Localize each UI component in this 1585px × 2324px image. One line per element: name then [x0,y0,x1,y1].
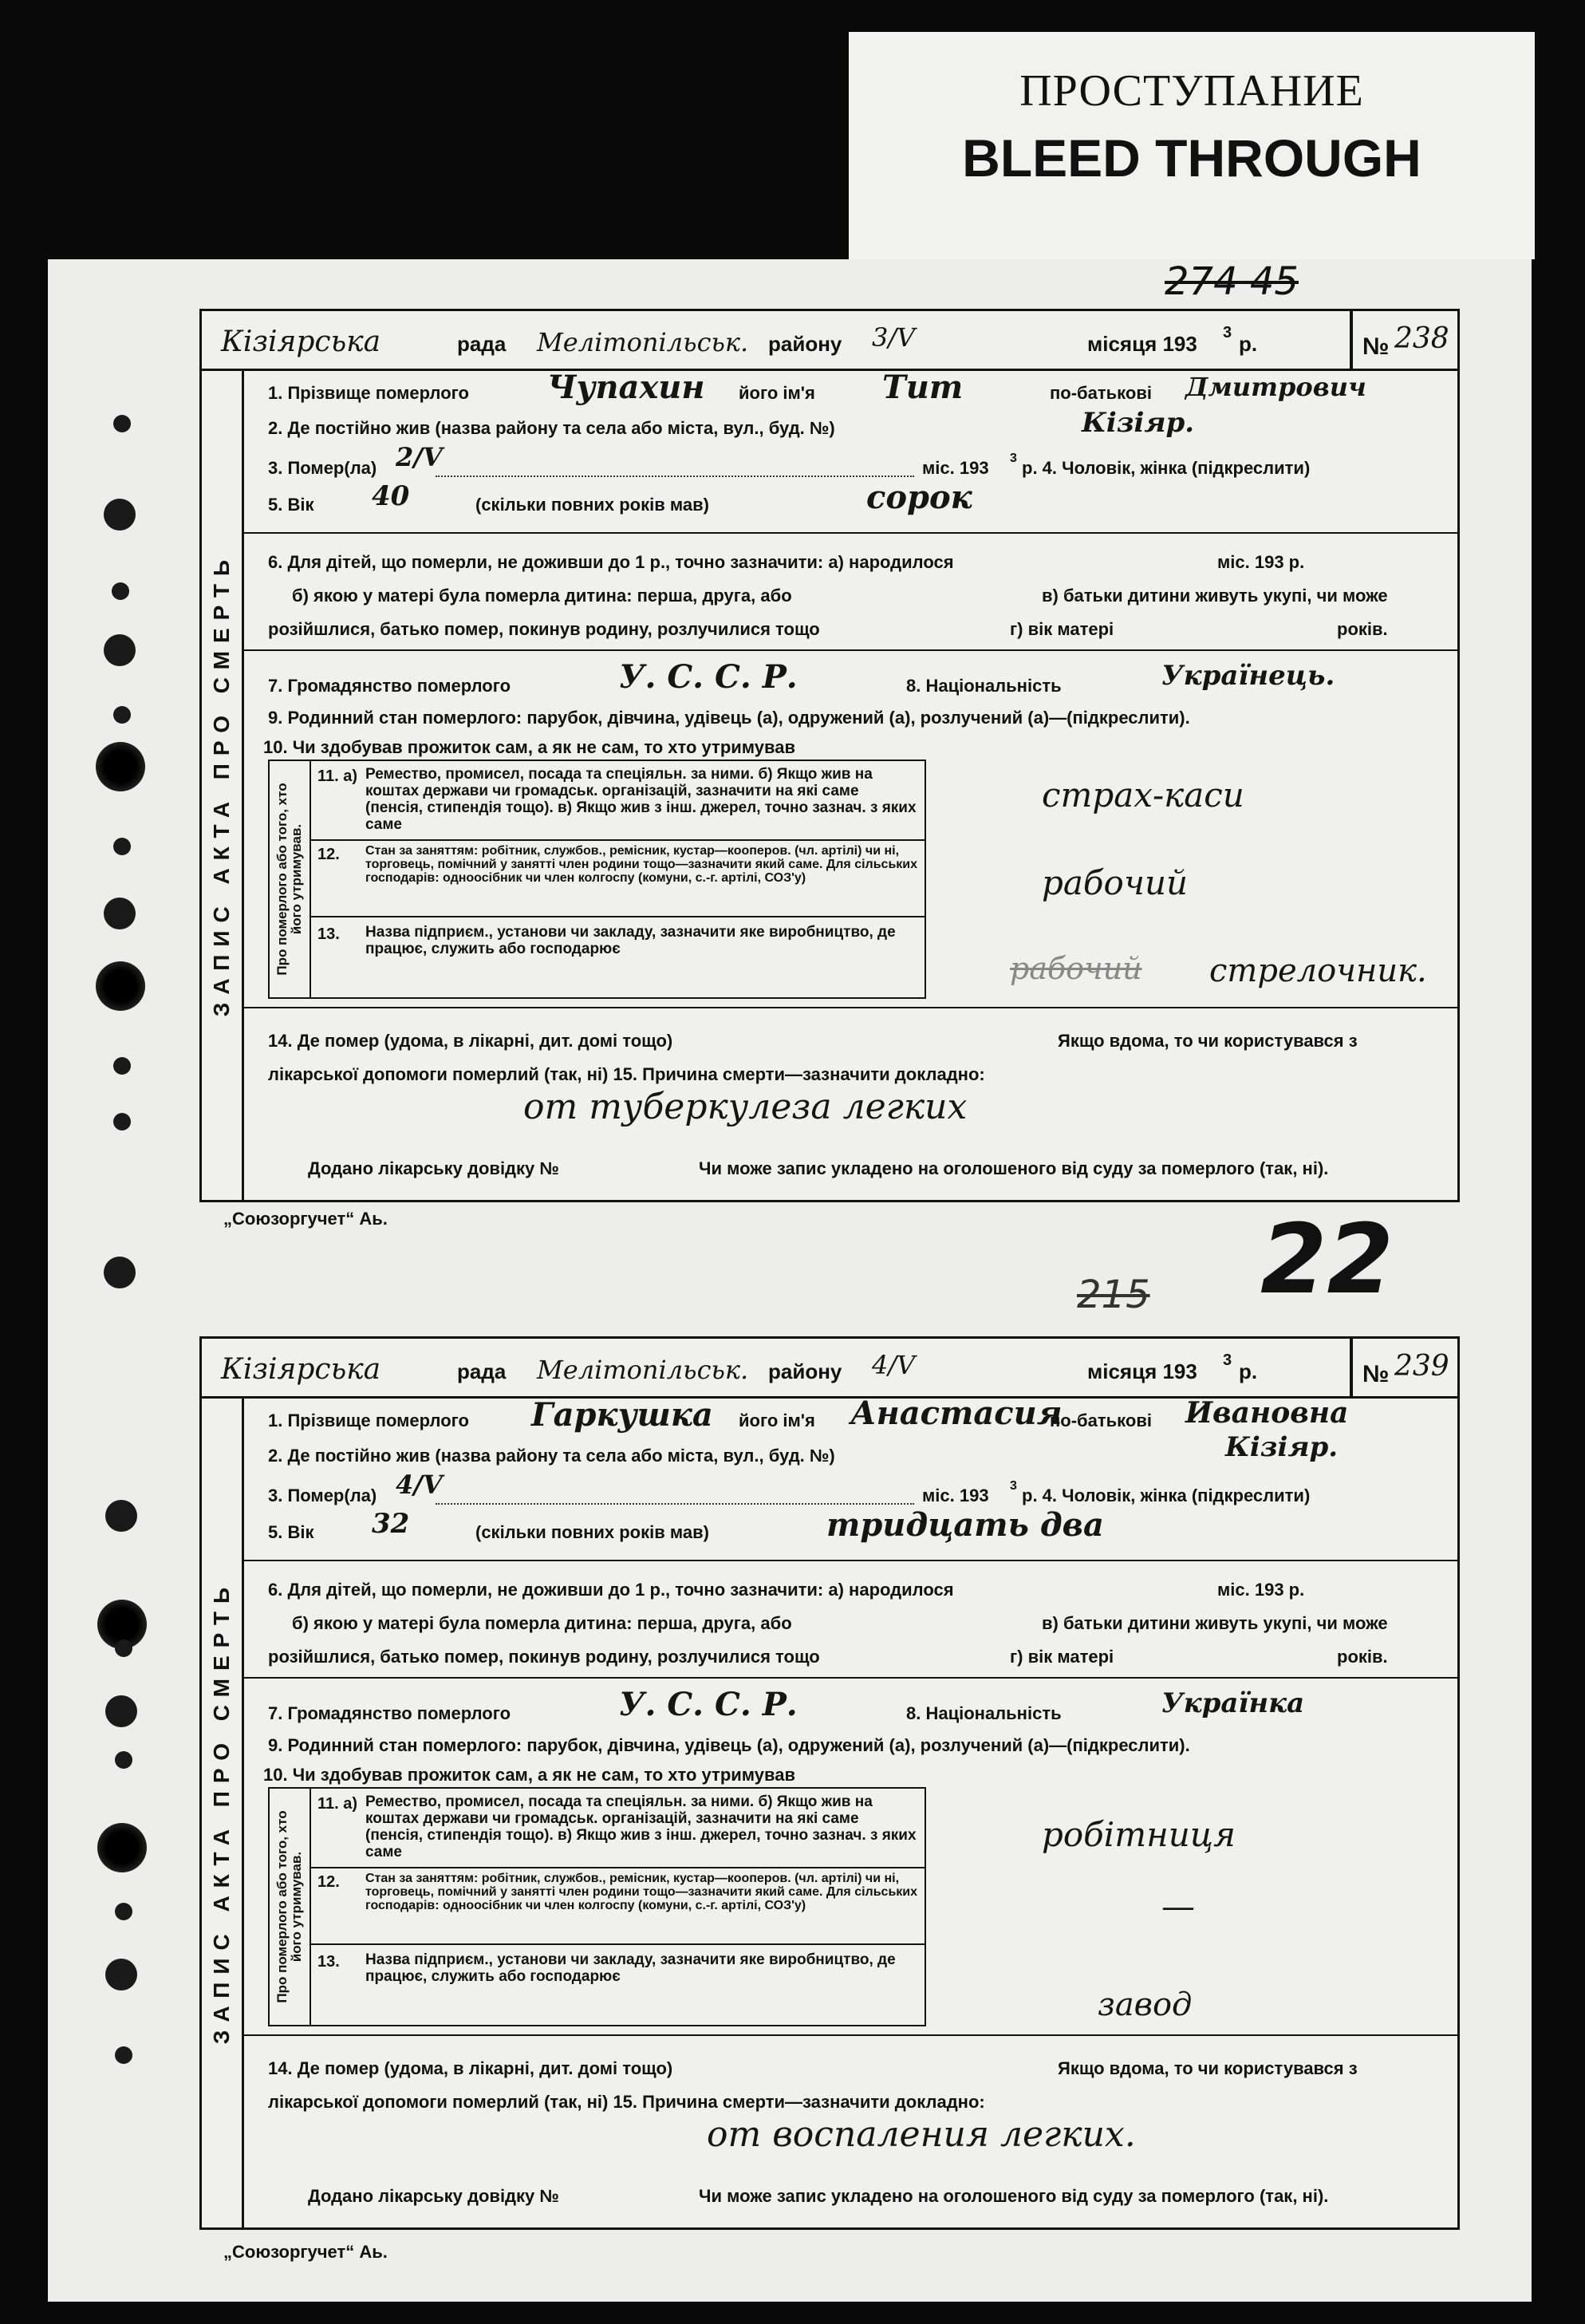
row-12-text: Стан за заняттям: робітник, службов., ремісник, кустар—кооперов. (чл. артілі) чи ні, торговець, помічний у занятті член родини тощо—зазначити який саме. Для сільських господарів: одноосібник чи член колгоспу (комуни, с.-г. артілі, СОЗ'у) [365,844,918,885]
residence-label: 2. Де постійно жив (назва району та села або міста, вул., буд. №) [268,418,835,438]
died-month-label: міс. 193 [922,1486,989,1505]
rada-label: рада [457,332,507,356]
court-label: Чи може запис укладено на оголошеного від суду за померлого (так, ні). [699,2186,1329,2206]
year-digit: 3 [1223,1351,1232,1369]
record-number-box [1350,309,1460,371]
printer-mark: „Союзоргучет“ Аь. [223,2242,388,2262]
place-label: 14. Де помер (удома, в лікарні, дит. домі тощо) [268,2058,673,2078]
occupation-row-12 [310,839,925,917]
divider [244,1007,1457,1008]
livelihood-label: 10. Чи здобував прожиток сам, а як не сам, то хто утримував [263,1765,795,1785]
number-label: № [1362,1361,1390,1387]
occupation-12-value: рабочий [1042,863,1189,902]
record-number-box [1350,1336,1460,1399]
marital-label: 9. Родинний стан померлого: парубок, дівчина, удівець (а), одружений (а), розлучений (а)—(підкреслити). [268,708,1190,728]
children-c3-label: років. [1337,1647,1388,1667]
number-label: № [1362,333,1390,360]
raion-label: району [768,332,842,356]
children-c-label: розійшлися, батько помер, покинув родину, розлучилися тощо [268,1647,820,1667]
rada-label: рада [457,1359,507,1383]
age-words: тридцать два [826,1506,1104,1544]
bleed-through-label [849,32,1535,259]
marital-label: 9. Родинний стан померлого: парубок, дівчина, удівець (а), одружений (а), розлучений (а)—(підкреслити). [268,1735,1190,1755]
occupation-13-struck: рабочий [1010,951,1142,986]
residence-value: Кізіяр. [1082,407,1195,439]
livelihood-label: 10. Чи здобував прожиток сам, а як не сам, то хто утримував [263,737,795,757]
raion-label: району [768,1359,842,1383]
side-title: ЗАПИС АКТА ПРО СМЕРТЬ [209,551,234,1017]
cause-label: лікарської допомоги померлий (так, ні) 15. Причина смерти—зазначити докладно: [268,2092,985,2112]
patronymic-value: Дмитрович [1185,372,1366,402]
children-b2-label: в) батьки дитини живуть укупі, чи може [1042,1613,1388,1633]
divider [244,649,1457,651]
children-a-month: міс. 193 р. [1217,1580,1305,1600]
year-suffix: р. [1239,332,1258,356]
name-label: його ім'я [739,383,815,403]
punch-hole [113,415,131,432]
punch-hole [115,2046,132,2064]
label-line-2: BLEED THROUGH [962,128,1421,187]
punch-hole [96,742,145,791]
patronymic-label: по-батькові [1050,1411,1152,1430]
council-name: Кізіярська [221,326,381,358]
month-label: місяця 193 [1087,1359,1197,1383]
divider [244,1677,1457,1679]
children-b2-label: в) батьки дитини живуть укупі, чи може [1042,586,1388,606]
occupation-row-13 [310,1943,925,2025]
nationality-label: 8. Національність [906,676,1062,696]
age-value: 32 [372,1508,410,1540]
name-value: Анастасия [850,1395,1063,1432]
occupation-row-13 [310,916,925,997]
nationality-value: Українець. [1161,660,1335,692]
died-year-digit: 3 [1010,1479,1017,1493]
home-label: Якщо вдома, то чи користувався з [1058,1031,1358,1051]
row-13-number: 13. [317,1953,340,1971]
punch-hole [104,1257,136,1288]
punch-hole [115,1639,132,1657]
paper-sheet [48,259,1532,2302]
place-label: 14. Де помер (удома, в лікарні, дит. домі тощо) [268,1031,673,1051]
occupation-side [270,1789,311,2025]
row-11-number: 11. а) [317,767,358,785]
children-b-label: б) якою у матері була померла дитина: перша, друга, або [292,1613,792,1633]
children-a-label: 6. Для дітей, що померли, не доживши до 1 р., точно зазначити: а) народилося [268,1580,954,1600]
patronymic-value: Ивановна [1185,1396,1349,1430]
punch-hole [97,1823,147,1872]
record-header [202,1339,1457,1399]
year-suffix: р. [1239,1359,1258,1383]
cause-label: лікарської допомоги померлий (так, ні) 15. Причина смерти—зазначити докладно: [268,1064,985,1084]
record-number: 239 [1394,1350,1449,1383]
punch-hole [115,1903,132,1920]
surname-value: Гаркушка [531,1396,713,1434]
age-words: сорок [866,479,972,516]
occupation-row-12 [310,1867,925,1945]
occupation-side-label: Про померлого або того, хто його утримував. [274,783,304,976]
cause-value: от туберкулеза легких [523,1087,968,1127]
record-header [202,311,1457,371]
punch-hole [105,1500,137,1532]
residence-label: 2. Де постійно жив (назва району та села або міста, вул., буд. №) [268,1446,835,1466]
died-year-digit: 3 [1010,452,1017,465]
row-13-text: Назва підприєм., установи чи закладу, зазначити яке виробництво, де працює, служить або господарює [365,924,896,957]
occupation-13-value: стрелочник. [1209,953,1427,989]
row-12-text: Стан за заняттям: робітник, службов., ремісник, кустар—кооперов. (чл. артілі) чи ні, торговець, помічний у занятті член родини тощо—зазначити який саме. Для сільських господарів: одноосібник чи член колгоспу (комуни, с.-г. артілі, СОЗ'у) [365,1872,918,1912]
died-month-label: міс. 193 [922,458,989,478]
punch-hole [112,582,129,600]
age-note: (скільки повних років мав) [475,1522,709,1542]
occupation-11-value: страх-каси [1042,775,1244,815]
punch-hole [113,838,131,855]
row-12-number: 12. [317,846,340,863]
divider [244,532,1457,534]
council-name: Кізіярська [221,1353,381,1386]
punch-hole [104,898,136,929]
certificate-label: Додано лікарську довідку № [308,2186,559,2206]
citizenship-label: 7. Громадянство померлого [268,676,511,696]
children-c3-label: років. [1337,619,1388,639]
age-note: (скільки повних років мав) [475,495,709,515]
punch-hole [113,706,131,724]
district-name: Мелітопільськ. [537,1355,749,1385]
sex-label: р. 4. Чоловік, жінка (підкреслити) [1022,458,1311,478]
row-11-number: 11. а) [317,1795,358,1813]
punch-hole [104,499,136,531]
died-label: 3. Помер(ла) [268,1486,377,1505]
year-digit: 3 [1223,324,1232,341]
district-name: Мелітопільськ. [537,327,749,357]
punch-hole [115,1751,132,1769]
died-value: 4/V [396,1470,443,1500]
occupation-row-11 [310,1789,925,1868]
row-13-number: 13. [317,925,340,943]
page-number-main: 22 [1260,1205,1394,1316]
row-13-text: Назва підприєм., установи чи закладу, зазначити яке виробництво, де працює, служить або господарює [365,1951,896,1985]
name-value: Тит [882,369,964,406]
nationality-value: Українка [1161,1687,1305,1719]
punch-hole [113,1113,131,1130]
children-c2-label: г) вік матері [1010,1647,1114,1667]
surname-value: Чупахин [547,369,705,406]
court-label: Чи може запис укладено на оголошеного від суду за померлого (так, ні). [699,1158,1329,1178]
divider [244,2034,1457,2036]
page-number-struck: 215 [1077,1272,1150,1317]
children-b-label: б) якою у матері була померла дитина: перша, друга, або [292,586,792,606]
age-label: 5. Вік [268,495,314,515]
surname-label: 1. Прізвище померлого [268,1411,469,1430]
record-body [244,1396,1457,2227]
died-label: 3. Помер(ла) [268,458,377,478]
died-value: 2/V [396,442,443,472]
occupation-13-value: завод [1098,1987,1193,2023]
patronymic-label: по-батькові [1050,383,1152,403]
children-a-month: міс. 193 р. [1217,552,1305,572]
citizenship-value: У. С. С. Р. [619,1686,798,1723]
dotted-line [436,1503,914,1505]
page-number-top: 274 45 [1165,259,1299,304]
death-record-2 [199,1336,1460,2230]
children-c2-label: г) вік матері [1010,619,1114,639]
children-a-label: 6. Для дітей, що померли, не доживши до 1 р., точно зазначити: а) народилося [268,552,954,572]
age-value: 40 [372,480,410,512]
punch-hole [105,1959,137,1991]
children-c-label: розійшлися, батько помер, покинув родину, розлучилися тощо [268,619,820,639]
record-body [244,369,1457,1200]
sex-label: р. 4. Чоловік, жінка (підкреслити) [1022,1486,1311,1505]
occupation-side-label: Про померлого або того, хто його утримував. [274,1810,304,2003]
citizenship-value: У. С. С. Р. [619,658,798,696]
punch-hole [96,961,145,1011]
printer-mark: „Союзоргучет“ Аь. [223,1209,388,1229]
certificate-label: Додано лікарську довідку № [308,1158,559,1178]
occupation-row-11 [310,761,925,841]
cause-value: от воспаления легких. [707,2114,1136,2155]
divider [244,1560,1457,1561]
age-label: 5. Вік [268,1522,314,1542]
occupation-box [268,1787,926,2026]
row-12-number: 12. [317,1873,340,1891]
occupation-box [268,760,926,999]
surname-label: 1. Прізвище померлого [268,383,469,403]
row-11-text: Ремество, промисел, посада та спеціяльн. за ними. б) Якщо жив на коштах держави чи громадськ. організацій, зазначити на які саме (пенсія, стипендія тощо). в) Якщо жив з інш. джерел, точно зазнач. з яких саме [365,1793,917,1860]
occupation-12-value: — [1161,1887,1195,1926]
record-side-label [202,1396,244,2227]
residence-value: Кізіяр. [1225,1431,1339,1463]
record-day: 3/V [872,322,916,353]
month-label: місяця 193 [1087,332,1197,356]
record-number: 238 [1394,322,1449,355]
death-record-1 [199,309,1460,1202]
label-line-1: ПРОСТУПАНИЕ [1019,66,1364,116]
punch-hole [113,1057,131,1075]
punch-hole [104,634,136,666]
side-title: ЗАПИС АКТА ПРО СМЕРТЬ [209,1579,234,2045]
home-label: Якщо вдома, то чи користувався з [1058,2058,1358,2078]
punch-hole [105,1695,137,1727]
record-side-label [202,369,244,1200]
name-label: його ім'я [739,1411,815,1430]
nationality-label: 8. Національність [906,1703,1062,1723]
row-11-text: Ремество, промисел, посада та спеціяльн. за ними. б) Якщо жив на коштах держави чи громадськ. організацій, зазначити на які саме (пенсія, стипендія тощо). в) Якщо жив з інш. джерел, точно зазнач. з яких саме [365,766,917,833]
occupation-side [270,761,311,997]
occupation-11-value: робітниця [1042,1815,1236,1854]
citizenship-label: 7. Громадянство померлого [268,1703,511,1723]
dotted-line [436,475,914,477]
record-day: 4/V [872,1350,916,1380]
